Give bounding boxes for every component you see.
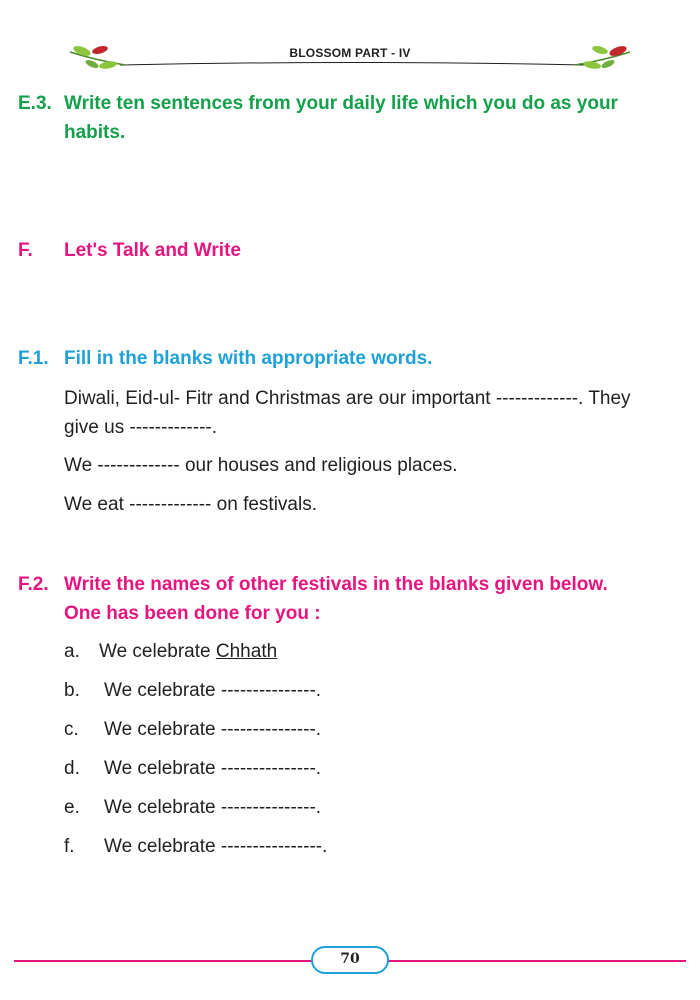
- exercise-instruction: Fill in the blanks with appropriate words.: [64, 348, 433, 369]
- section-title: Let's Talk and Write: [64, 240, 241, 261]
- list-item: [64, 835, 327, 859]
- list-letter: d.: [64, 758, 80, 779]
- list-text: We celebrate: [99, 641, 216, 662]
- list-item: [64, 679, 321, 703]
- fill-blank-sentence-2: We ------------- our houses and religious places.: [64, 455, 458, 476]
- exercise-number: E.3.: [18, 93, 52, 114]
- exercise-f2: [18, 570, 698, 628]
- exercise-instruction-line2: One has been done for you :: [64, 603, 321, 624]
- list-text: We celebrate ---------------.: [104, 797, 322, 818]
- page-number: 70: [311, 946, 389, 974]
- list-item: [64, 718, 321, 742]
- list-letter: f.: [64, 836, 75, 857]
- exercise-number: F.2.: [18, 574, 49, 595]
- list-letter: e.: [64, 797, 80, 818]
- exercise-e3: [18, 89, 698, 147]
- page-header: [0, 38, 700, 80]
- fill-blank-sentence-3: We eat ------------- on festivals.: [64, 494, 317, 515]
- list-text: We celebrate ---------------.: [104, 758, 322, 779]
- section-f: [18, 236, 698, 265]
- list-text: We celebrate ---------------.: [104, 680, 322, 701]
- example-answer: Chhath: [215, 641, 278, 662]
- exercise-instruction-line1: Write ten sentences from your daily life which you do as your: [64, 93, 618, 114]
- fill-blank-sentence-1: [64, 384, 694, 442]
- list-item: [64, 796, 321, 820]
- section-number: F.: [18, 240, 33, 261]
- sentence-line: Diwali, Eid-ul- Fitr and Christmas are our important -------------. They: [64, 388, 631, 409]
- exercise-instruction-line1: Write the names of other festivals in the blanks given below.: [64, 574, 608, 595]
- footer-rule-right: [386, 960, 686, 962]
- list-text: We celebrate ---------------.: [104, 719, 322, 740]
- list-letter: a.: [64, 641, 80, 662]
- list-item-example: [64, 640, 277, 664]
- list-letter: b.: [64, 680, 80, 701]
- footer-rule-left: [14, 960, 314, 962]
- exercise-number: F.1.: [18, 348, 49, 369]
- list-letter: c.: [64, 719, 79, 740]
- exercise-f1: [18, 344, 698, 373]
- exercise-instruction-line2: habits.: [64, 122, 126, 143]
- list-text: We celebrate ----------------.: [104, 836, 328, 857]
- header-title: BLOSSOM PART - IV: [289, 46, 411, 60]
- list-item: [64, 757, 321, 781]
- sentence-line: give us -------------.: [64, 417, 218, 438]
